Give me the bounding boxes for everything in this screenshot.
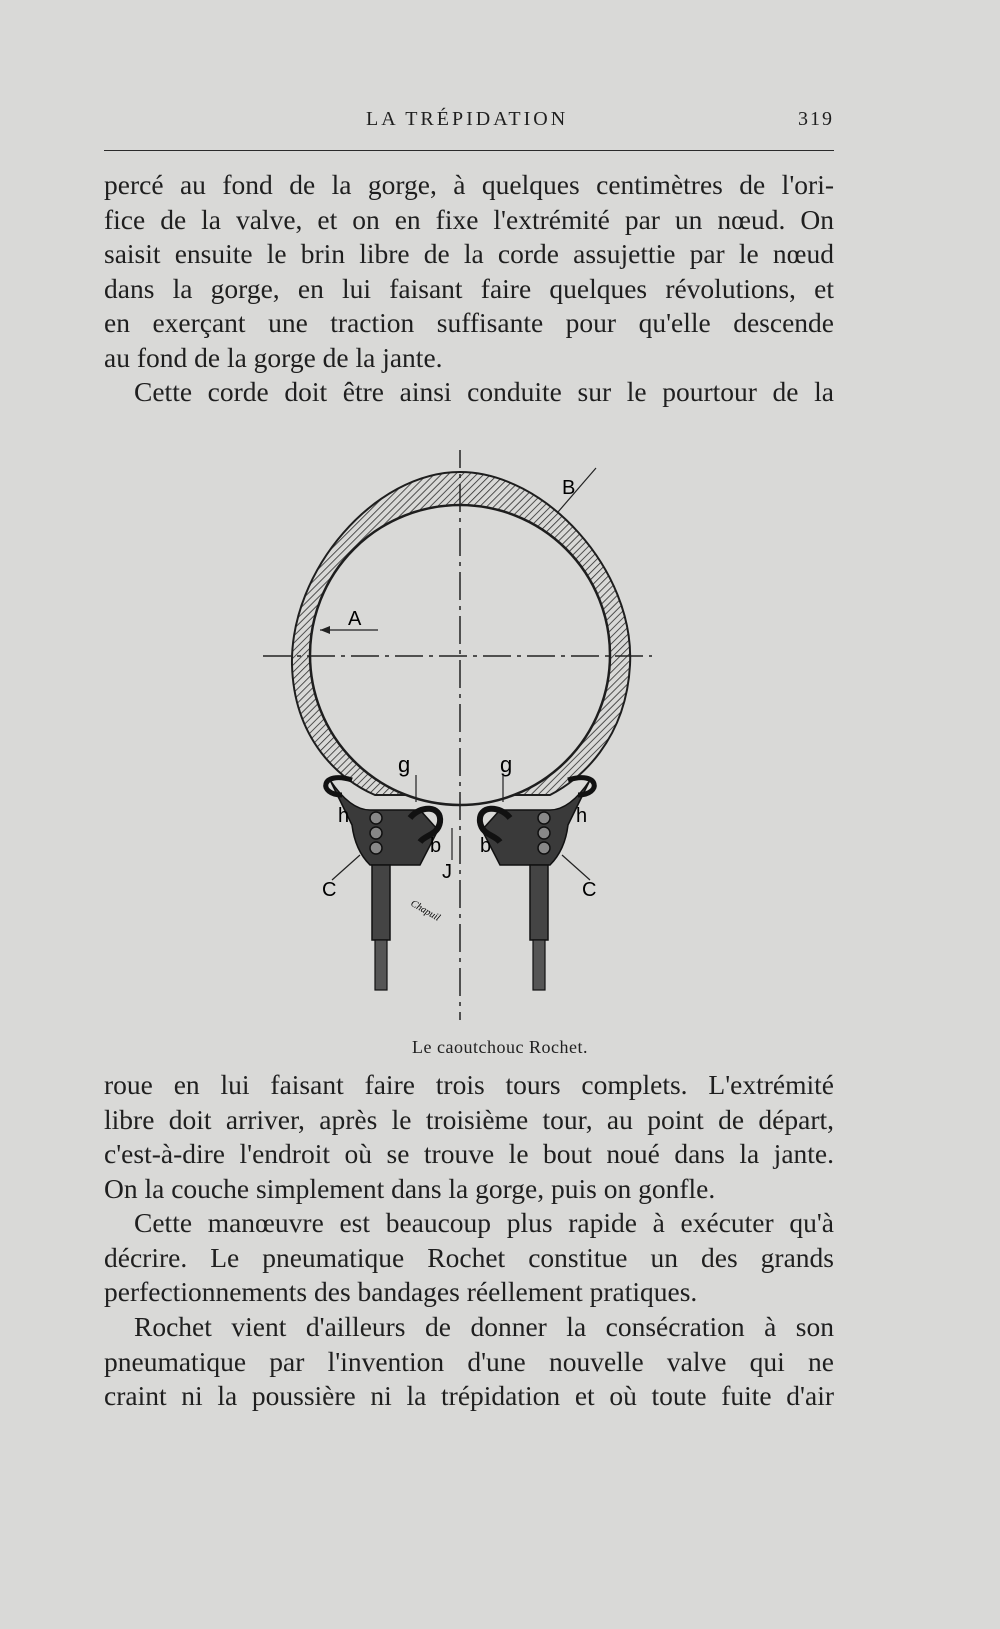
text-line: Cette corde doit être ainsi conduite sur le pourtour de la [134, 376, 834, 407]
text-line: c'est-à-dire l'endroit où se trouve le bout noué dans la jante. [104, 1138, 834, 1169]
paragraph-3 [104, 1068, 834, 1206]
label-C-right: C [582, 879, 597, 901]
label-B: B [562, 477, 576, 499]
paragraph-2 [104, 375, 834, 410]
text-line: Cette manœuvre est beaucoup plus rapide à exécuter qu'à [134, 1207, 834, 1238]
label-b-right: b [480, 835, 492, 857]
running-title: LA TRÉPIDATION [366, 108, 569, 130]
running-head [104, 108, 834, 138]
text-line: saisit ensuite le brin libre de la corde assujettie par le nœud [104, 238, 834, 269]
tyre-cross-section-figure [260, 450, 710, 1040]
paragraph-4 [104, 1206, 834, 1310]
header-rule [104, 150, 834, 151]
label-J: J [442, 861, 452, 883]
text-line: percé au fond de la gorge, à quelques centimètres de l'ori- [104, 169, 834, 200]
label-b-left: b [430, 835, 442, 857]
spoke [530, 865, 548, 940]
text-line: On la couche simplement dans la gorge, puis on gonfle. [104, 1172, 716, 1204]
label-g-right: g [500, 752, 513, 777]
spoke [372, 865, 390, 940]
label-A: A [348, 608, 362, 630]
text-line: craint ni la poussière ni la trépidation et où toute fuite d'air [104, 1380, 834, 1411]
paragraph-5 [104, 1310, 834, 1414]
text-line: dans la gorge, en lui faisant faire quelques révolutions, et [104, 272, 834, 304]
text-line: Rochet vient d'ailleurs de donner la consécration à son [134, 1311, 834, 1342]
text-line: décrire. Le pneumatique Rochet constitue un des grands [104, 1241, 834, 1273]
text-line: en exerçant une traction suffisante pour qu'elle descende [104, 307, 834, 338]
label-h-left: h [338, 805, 350, 827]
text-line: au fond de la gorge de la jante. [104, 341, 443, 373]
engraver-signature: Chapuil [408, 898, 442, 924]
text-line: fice de la valve, et on en fixe l'extrémité par un nœud. On [104, 203, 834, 235]
label-C-left: C [322, 879, 337, 901]
label-h-right: h [576, 805, 588, 827]
text-line: perfectionnements des bandages réellement pratiques. [104, 1276, 698, 1307]
paragraph-1 [104, 168, 834, 375]
label-g-left: g [398, 752, 411, 777]
text-line: roue en lui faisant faire trois tours complets. L'extrémité [104, 1069, 834, 1100]
figure-caption: Le caoutchouc Rochet. [412, 1037, 588, 1057]
text-line: pneumatique par l'invention d'une nouvelle valve qui ne [104, 1345, 834, 1377]
text-line: libre doit arriver, après le troisième tour, au point de départ, [104, 1103, 834, 1135]
page-number: 319 [798, 108, 834, 130]
